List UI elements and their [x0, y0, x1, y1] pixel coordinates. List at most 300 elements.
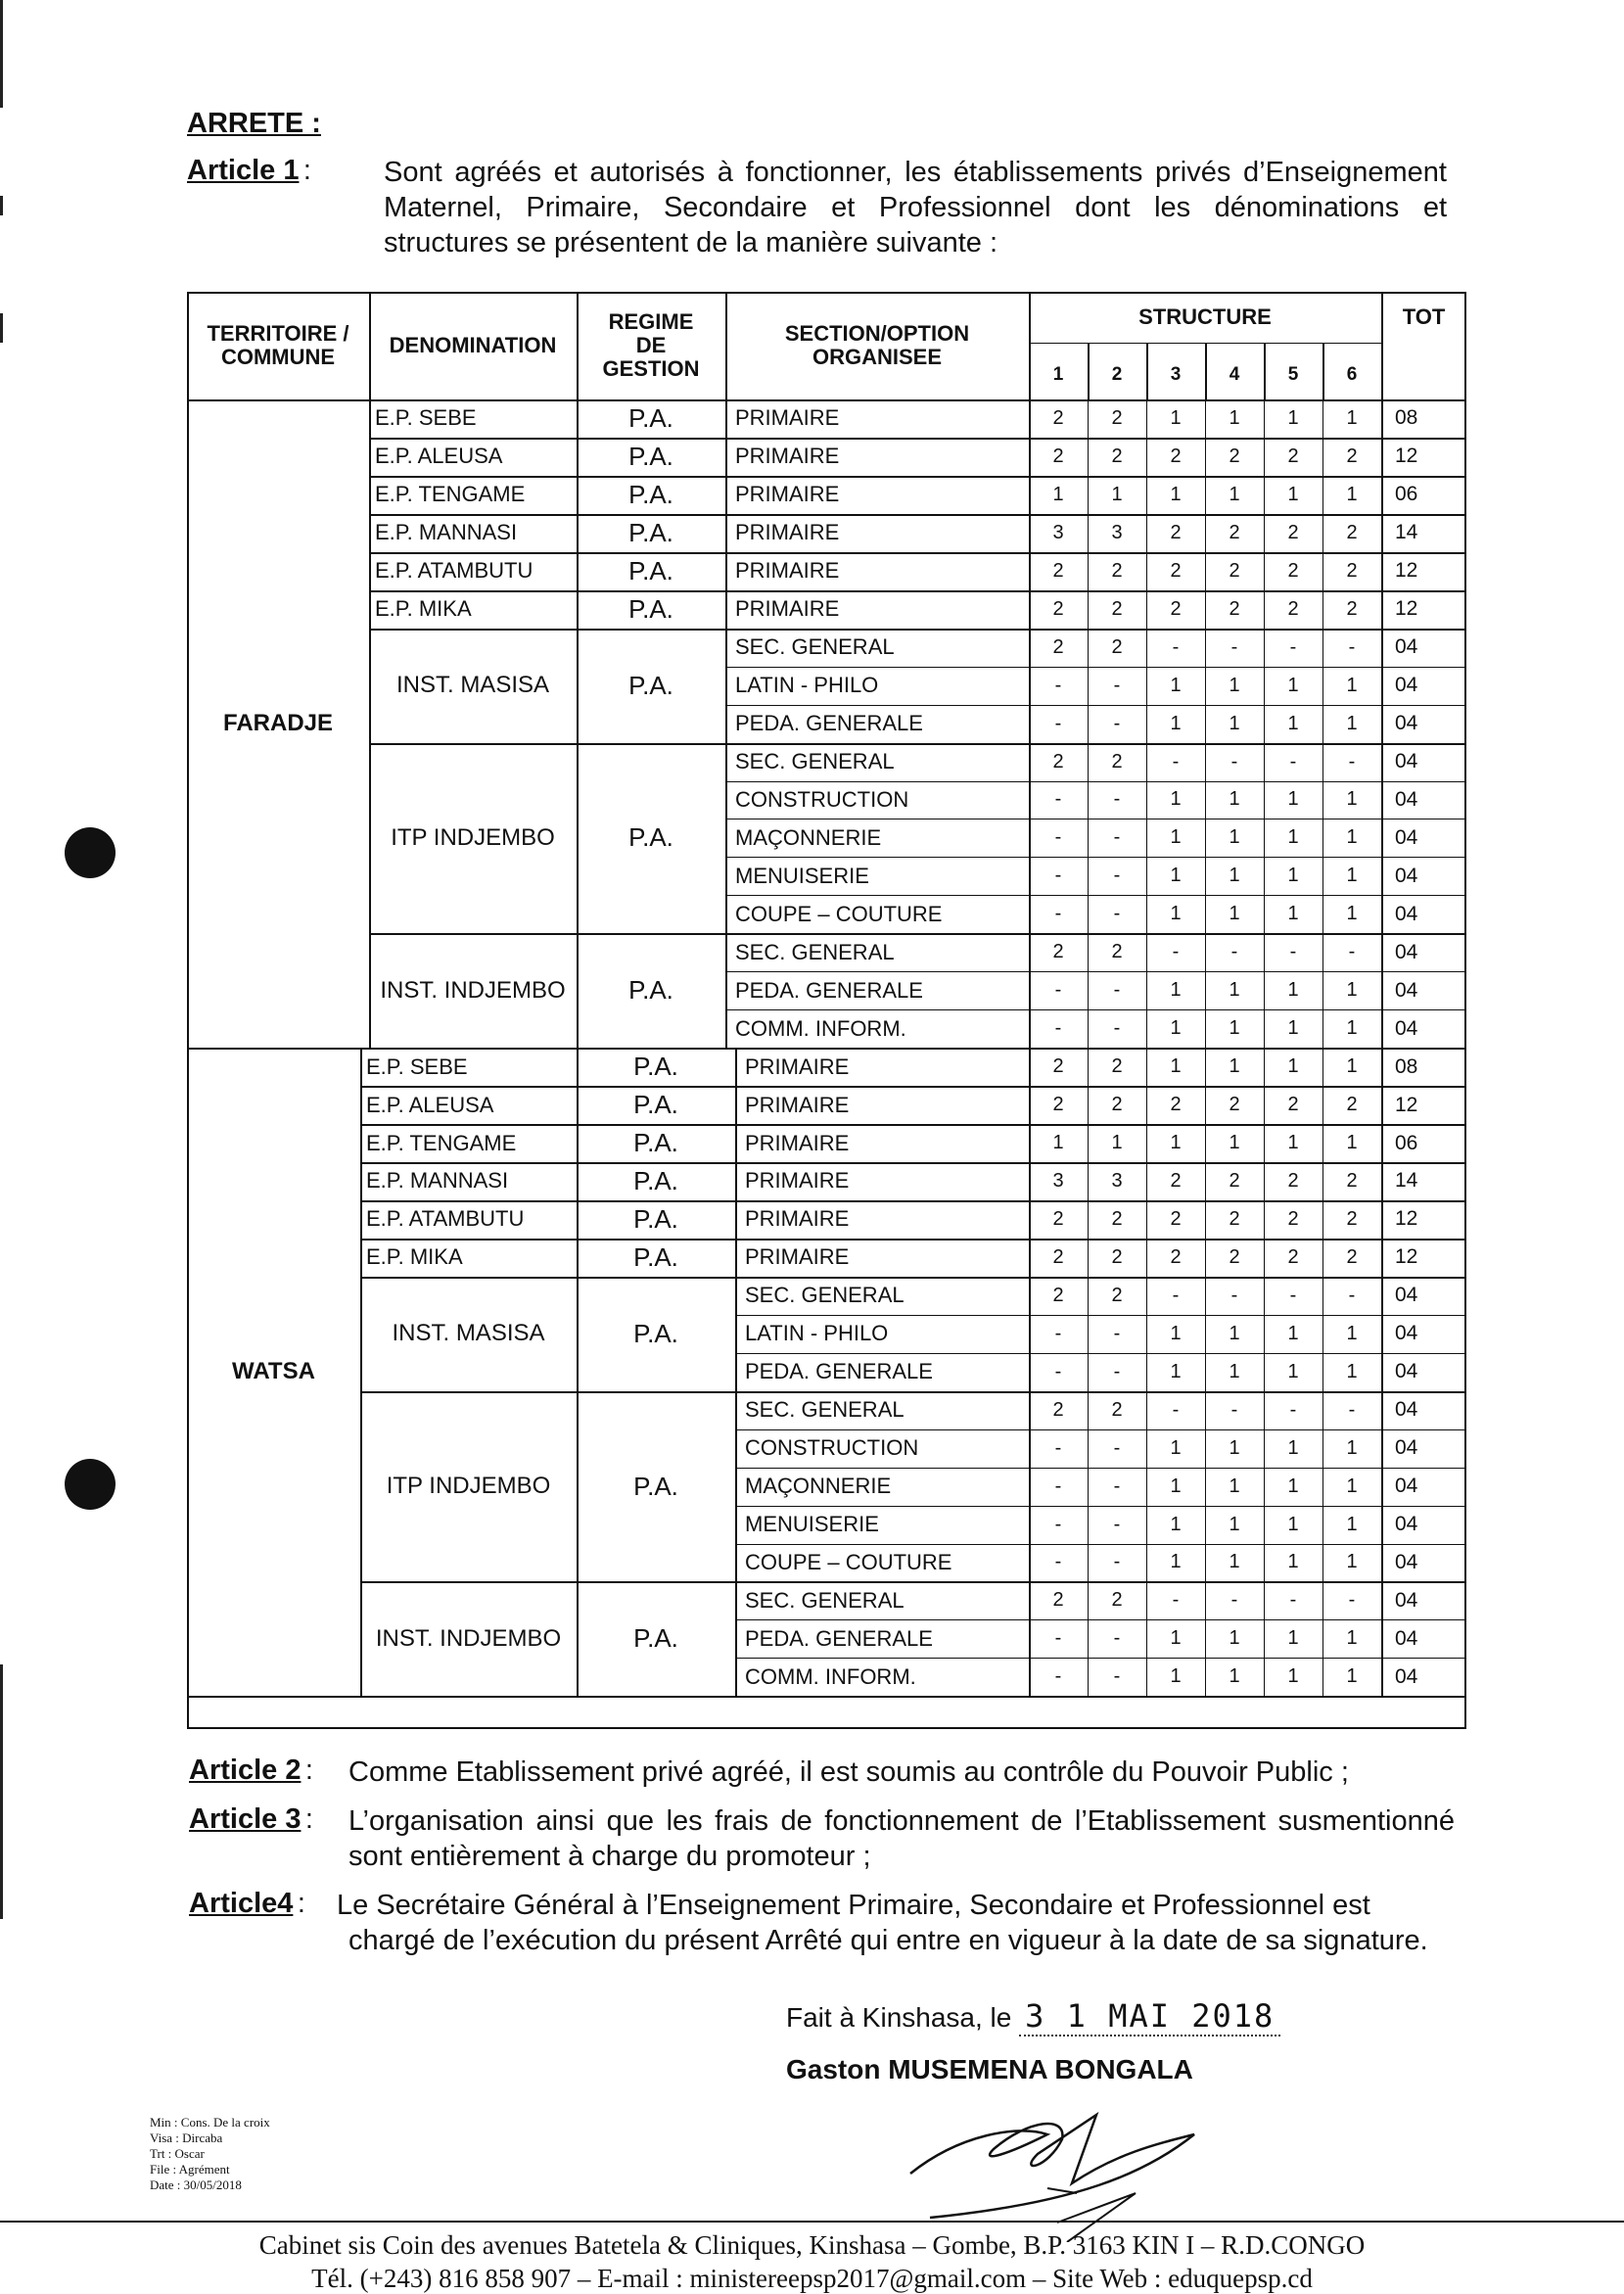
structure-value: -	[1230, 1398, 1238, 1421]
section-cell: COUPE – COUTURE	[745, 1549, 952, 1574]
school-name: E.P. MIKA	[366, 1244, 463, 1270]
structure-value: 2	[1287, 1207, 1299, 1230]
structure-value: 2	[1111, 1245, 1123, 1268]
structure-value: 2	[1346, 1094, 1358, 1116]
structure-value: -	[1113, 1627, 1121, 1650]
structure-value: -	[1230, 1284, 1238, 1306]
table-rule	[1029, 399, 1031, 1048]
table-rule	[735, 1658, 1466, 1659]
structure-value: 1	[1170, 1475, 1182, 1497]
article-colon: :	[304, 1803, 313, 1835]
header-year: 4	[1229, 364, 1240, 385]
school-name: ITP INDJEMBO	[391, 823, 555, 851]
structure-value: -	[1230, 1589, 1238, 1612]
table-rule	[725, 781, 1466, 782]
structure-value: -	[1113, 979, 1121, 1002]
structure-value: -	[1113, 1322, 1121, 1344]
section-cell: MENUISERIE	[745, 1512, 879, 1537]
structure-value: 2	[1052, 635, 1064, 658]
structure-value: 1	[1229, 406, 1240, 429]
regime-cell: P.A.	[628, 975, 673, 1006]
structure-value: 2	[1346, 521, 1358, 543]
structure-value: 2	[1346, 1169, 1358, 1192]
structure-value: 1	[1229, 1360, 1240, 1382]
territory-name: WATSA	[232, 1358, 315, 1385]
structure-value: 2	[1052, 559, 1064, 582]
table-rule	[577, 1048, 579, 1696]
structure-value: 1	[1346, 903, 1358, 925]
structure-value: 1	[1346, 1551, 1358, 1573]
table-rule	[1088, 399, 1089, 1048]
school-name: INST. MASISA	[395, 672, 550, 699]
total-value: 12	[1395, 559, 1418, 583]
section-cell: PRIMAIRE	[745, 1053, 850, 1079]
structure-value: 2	[1229, 597, 1240, 620]
structure-value: 2	[1052, 750, 1064, 772]
structure-value: -	[1054, 1017, 1062, 1040]
structure-value: 1	[1229, 1513, 1240, 1535]
structure-value: 2	[1111, 1284, 1123, 1306]
total-value: 14	[1395, 1169, 1418, 1193]
section-cell: SEC. GENERAL	[745, 1587, 905, 1613]
school-name: E.P. TENGAME	[375, 482, 526, 507]
structure-value: 1	[1229, 1475, 1240, 1497]
structure-value: 2	[1346, 597, 1358, 620]
section-cell: PEDA. GENERALE	[735, 977, 923, 1003]
total-value: 08	[1395, 406, 1418, 430]
place-label: Fait à Kinshasa, le	[786, 2002, 1012, 2033]
structure-value: -	[1054, 674, 1062, 696]
structure-value: -	[1054, 826, 1062, 849]
structure-value: -	[1113, 788, 1121, 811]
regime-cell: P.A.	[628, 593, 673, 624]
structure-value: 2	[1052, 1284, 1064, 1306]
structure-value: 1	[1287, 865, 1299, 887]
school-name: E.P. ATAMBUTU	[366, 1206, 525, 1232]
structure-value: 2	[1052, 1398, 1064, 1421]
structure-value: -	[1348, 941, 1356, 963]
school-name: E.P. SEBE	[366, 1053, 468, 1079]
table-rule	[1029, 343, 1381, 344]
structure-value: -	[1054, 712, 1062, 734]
structure-value: 2	[1111, 1207, 1123, 1230]
structure-value: 2	[1170, 1207, 1182, 1230]
structure-value: 2	[1287, 1169, 1299, 1192]
structure-value: -	[1054, 788, 1062, 811]
structure-value: 1	[1346, 674, 1358, 696]
structure-value: 2	[1111, 635, 1123, 658]
structure-value: 2	[1111, 750, 1123, 772]
structure-value: 2	[1170, 1245, 1182, 1268]
section-cell: PEDA. GENERALE	[745, 1359, 933, 1384]
structure-value: 2	[1346, 559, 1358, 582]
structure-value: 1	[1346, 1627, 1358, 1650]
structure-value: -	[1113, 1436, 1121, 1459]
structure-value: 2	[1170, 445, 1182, 467]
structure-value: 3	[1052, 1169, 1064, 1192]
school-name: E.P. SEBE	[375, 405, 477, 431]
table-rule	[1146, 1048, 1147, 1696]
article-2-text: Comme Etablissement privé agréé, il est soumis au contrôle du Pouvoir Public ;	[348, 1756, 1349, 1788]
regime-cell: P.A.	[633, 1471, 678, 1501]
structure-value: 1	[1052, 1132, 1064, 1154]
table-rule	[1264, 399, 1265, 1048]
table-rule	[735, 1315, 1466, 1316]
section-cell: MAÇONNERIE	[745, 1474, 892, 1499]
structure-value: 1	[1346, 1475, 1358, 1497]
table-rule	[1264, 1048, 1265, 1696]
structure-value: 1	[1229, 1322, 1240, 1344]
structure-value: 1	[1287, 1360, 1299, 1382]
structure-value: -	[1054, 903, 1062, 925]
header-regime: REGIME DE GESTION	[602, 309, 700, 381]
school-name: INST. INDJEMBO	[375, 1624, 562, 1652]
structure-value: 1	[1229, 979, 1240, 1002]
section-cell: SEC. GENERAL	[735, 939, 895, 964]
structure-value: -	[1113, 903, 1121, 925]
structure-value: 2	[1287, 521, 1299, 543]
structure-value: 2	[1287, 445, 1299, 467]
structure-value: 1	[1170, 865, 1182, 887]
regime-cell: P.A.	[628, 670, 673, 700]
structure-value: -	[1113, 1513, 1121, 1535]
total-value: 04	[1395, 1284, 1418, 1307]
structure-value: 2	[1229, 1207, 1240, 1230]
header-year: 2	[1111, 364, 1123, 385]
total-value: 08	[1395, 1054, 1418, 1078]
table-rule	[735, 1619, 1466, 1620]
section-cell: MAÇONNERIE	[735, 824, 882, 850]
total-value: 04	[1395, 902, 1418, 925]
total-value: 04	[1395, 674, 1418, 697]
regime-cell: P.A.	[633, 1165, 678, 1195]
structure-value: 1	[1170, 1665, 1182, 1688]
total-value: 04	[1395, 1436, 1418, 1460]
structure-value: 1	[1229, 1551, 1240, 1573]
article-2-label	[189, 1755, 313, 1787]
structure-value: 1	[1287, 979, 1299, 1002]
structure-value: 2	[1111, 941, 1123, 963]
structure-value: 3	[1111, 521, 1123, 543]
structure-value: 2	[1052, 1055, 1064, 1078]
structure-value: 2	[1052, 1245, 1064, 1268]
structure-value: -	[1348, 1589, 1356, 1612]
article-label: Article4	[189, 1888, 294, 1919]
structure-value: 1	[1287, 1436, 1299, 1459]
structure-value: 1	[1229, 788, 1240, 811]
structure-value: 2	[1052, 597, 1064, 620]
table-rule	[369, 399, 371, 1048]
school-name: E.P. MANNASI	[375, 520, 518, 545]
structure-value: -	[1054, 1436, 1062, 1459]
table-rule	[187, 1696, 1466, 1698]
structure-value: 1	[1229, 483, 1240, 505]
note-line: Trt : Oscar	[150, 2146, 205, 2161]
structure-value: 1	[1229, 1017, 1240, 1040]
structure-value: -	[1172, 1398, 1180, 1421]
section-cell: PRIMAIRE	[735, 596, 840, 622]
section-cell: PRIMAIRE	[745, 1168, 850, 1194]
header-section: SECTION/OPTION ORGANISEE	[784, 321, 970, 369]
structure-value: 1	[1346, 1513, 1358, 1535]
structure-value: 1	[1229, 1132, 1240, 1154]
structure-value: 1	[1229, 1627, 1240, 1650]
school-name: INST. MASISA	[392, 1320, 545, 1347]
structure-value: -	[1230, 750, 1238, 772]
regime-cell: P.A.	[633, 1090, 678, 1120]
structure-value: -	[1289, 635, 1297, 658]
footer-address: Cabinet sis Coin des avenues Batetela & Cliniques, Kinshasa – Gombe, B.P. 3163 KIN I – R.D.CONGO	[258, 2230, 1366, 2260]
margin-mark	[0, 0, 3, 108]
structure-value: 1	[1287, 1132, 1299, 1154]
table-rule	[1322, 399, 1323, 1048]
total-value: 04	[1395, 1475, 1418, 1498]
table-rule	[187, 1727, 1466, 1729]
section-cell: PRIMAIRE	[735, 405, 840, 431]
header-denomination: DENOMINATION	[389, 333, 557, 357]
article-colon: :	[302, 155, 311, 186]
structure-value: 2	[1346, 445, 1358, 467]
structure-value: 2	[1287, 597, 1299, 620]
structure-value: -	[1289, 941, 1297, 963]
margin-mark	[0, 1664, 3, 1919]
structure-value: 1	[1287, 712, 1299, 734]
structure-value: 1	[1346, 788, 1358, 811]
structure-value: -	[1348, 1284, 1356, 1306]
structure-value: 1	[1111, 483, 1123, 505]
structure-value: -	[1054, 979, 1062, 1002]
structure-value: -	[1172, 635, 1180, 658]
total-value: 04	[1395, 787, 1418, 811]
structure-value: -	[1113, 1551, 1121, 1573]
regime-cell: P.A.	[633, 1318, 678, 1348]
total-value: 12	[1395, 597, 1418, 621]
structure-value: -	[1348, 1398, 1356, 1421]
date-stamp: 3 1 MAI 2018	[1019, 1997, 1280, 2037]
structure-value: 2	[1346, 1245, 1358, 1268]
structure-value: -	[1113, 1017, 1121, 1040]
structure-table	[187, 292, 1466, 1729]
table-rule	[725, 399, 727, 1048]
total-value: 04	[1395, 635, 1418, 659]
punch-hole	[65, 827, 116, 878]
structure-value: 1	[1346, 865, 1358, 887]
structure-value: 2	[1287, 559, 1299, 582]
total-value: 04	[1395, 1664, 1418, 1688]
structure-value: 1	[1170, 712, 1182, 734]
structure-value: 1	[1111, 1132, 1123, 1154]
structure-value: 1	[1170, 483, 1182, 505]
school-name: ITP INDJEMBO	[386, 1473, 551, 1500]
section-cell: PRIMAIRE	[735, 444, 840, 469]
decree-heading: ARRETE :	[187, 108, 321, 139]
note-line: Visa : Dircaba	[150, 2130, 223, 2145]
header-territoire: TERRITOIRE / COMMUNE	[207, 321, 349, 369]
table-rule	[725, 1009, 1466, 1010]
table-rule	[1381, 399, 1383, 1048]
structure-value: 1	[1287, 483, 1299, 505]
structure-value: 1	[1170, 406, 1182, 429]
structure-value: 2	[1170, 559, 1182, 582]
structure-value: -	[1172, 1284, 1180, 1306]
structure-value: 1	[1287, 1513, 1299, 1535]
structure-value: 1	[1287, 406, 1299, 429]
structure-value: 2	[1229, 1094, 1240, 1116]
table-rule	[1322, 1048, 1323, 1696]
regime-cell: P.A.	[628, 479, 673, 509]
structure-value: -	[1113, 865, 1121, 887]
structure-value: 1	[1052, 483, 1064, 505]
regime-cell: P.A.	[633, 1241, 678, 1272]
section-cell: LATIN - PHILO	[735, 673, 879, 698]
structure-value: -	[1054, 865, 1062, 887]
structure-value: 1	[1346, 1322, 1358, 1344]
punch-hole	[65, 1459, 116, 1510]
section-cell: COMM. INFORM.	[735, 1015, 906, 1041]
table-rule	[1205, 399, 1206, 1048]
structure-value: 1	[1287, 1322, 1299, 1344]
structure-value: -	[1172, 941, 1180, 963]
section-cell: PRIMAIRE	[745, 1244, 850, 1270]
structure-value: 1	[1170, 903, 1182, 925]
place-date	[786, 1997, 1280, 2035]
section-cell: SEC. GENERAL	[745, 1397, 905, 1423]
total-value: 04	[1395, 978, 1418, 1002]
structure-value: 2	[1052, 941, 1064, 963]
structure-value: 2	[1052, 406, 1064, 429]
structure-value: -	[1054, 1322, 1062, 1344]
structure-value: -	[1289, 1398, 1297, 1421]
structure-value: 1	[1287, 1551, 1299, 1573]
structure-value: -	[1348, 750, 1356, 772]
structure-value: 1	[1229, 865, 1240, 887]
structure-value: -	[1230, 635, 1238, 658]
structure-value: 1	[1170, 674, 1182, 696]
structure-value: 2	[1111, 559, 1123, 582]
section-cell: PEDA. GENERALE	[745, 1625, 933, 1651]
table-rule	[360, 1048, 362, 1696]
header-year: 5	[1287, 364, 1299, 385]
structure-value: -	[1289, 1589, 1297, 1612]
structure-value: 1	[1287, 788, 1299, 811]
table-rule	[1205, 1048, 1206, 1696]
structure-value: 3	[1111, 1169, 1123, 1192]
structure-value: 2	[1229, 521, 1240, 543]
article-label: Article 1	[187, 155, 300, 186]
section-cell: PRIMAIRE	[745, 1130, 850, 1155]
footer-rule	[0, 2221, 1624, 2223]
structure-value: -	[1054, 1475, 1062, 1497]
regime-cell: P.A.	[633, 1052, 678, 1082]
total-value: 04	[1395, 1626, 1418, 1650]
regime-cell: P.A.	[633, 1623, 678, 1654]
structure-value: 1	[1346, 406, 1358, 429]
structure-value: 1	[1346, 483, 1358, 505]
structure-value: 1	[1287, 903, 1299, 925]
total-value: 04	[1395, 1513, 1418, 1536]
article-3-text: L’organisation ainsi que les frais de fonctionnement de l’Etablissement susmentionné sont entièrement à charge du promoteur ;	[348, 1805, 1455, 1872]
structure-value: 2	[1346, 1207, 1358, 1230]
file-notes	[150, 2115, 270, 2193]
structure-value: -	[1348, 635, 1356, 658]
structure-value: 1	[1170, 1551, 1182, 1573]
structure-value: 1	[1170, 1017, 1182, 1040]
structure-value: 2	[1287, 1245, 1299, 1268]
total-value: 06	[1395, 483, 1418, 506]
structure-value: -	[1113, 712, 1121, 734]
article-1-label	[187, 155, 311, 187]
structure-value: 1	[1170, 1436, 1182, 1459]
total-value: 04	[1395, 1360, 1418, 1383]
table-rule	[725, 667, 1466, 668]
structure-value: 1	[1170, 979, 1182, 1002]
structure-value: 2	[1111, 1589, 1123, 1612]
article-4-text-first: Le Secrétaire Général à l’Enseignement Primaire, Secondaire et Professionnel est	[337, 1890, 1370, 1921]
article-3-label	[189, 1803, 313, 1836]
structure-value: -	[1289, 1284, 1297, 1306]
structure-value: -	[1054, 1360, 1062, 1382]
table-rule	[725, 857, 1466, 858]
structure-value: 2	[1052, 1094, 1064, 1116]
structure-value: -	[1054, 1627, 1062, 1650]
structure-value: -	[1113, 1665, 1121, 1688]
structure-value: 1	[1229, 1665, 1240, 1688]
school-name: E.P. ALEUSA	[375, 444, 503, 469]
structure-value: 2	[1111, 1055, 1123, 1078]
section-cell: PRIMAIRE	[745, 1092, 850, 1117]
section-cell: MENUISERIE	[735, 863, 869, 888]
total-value: 04	[1395, 940, 1418, 963]
total-value: 04	[1395, 750, 1418, 773]
structure-value: 1	[1170, 1055, 1182, 1078]
structure-value: 2	[1170, 597, 1182, 620]
section-cell: PRIMAIRE	[745, 1206, 850, 1232]
table-rule	[735, 1048, 737, 1696]
structure-value: 2	[1229, 1169, 1240, 1192]
section-cell: PRIMAIRE	[735, 482, 840, 507]
structure-value: -	[1230, 941, 1238, 963]
structure-value: 1	[1287, 1055, 1299, 1078]
total-value: 06	[1395, 1131, 1418, 1154]
header-year: 6	[1346, 364, 1358, 385]
structure-value: 2	[1111, 597, 1123, 620]
total-value: 04	[1395, 712, 1418, 735]
total-value: 12	[1395, 1093, 1418, 1116]
regime-cell: P.A.	[628, 517, 673, 547]
structure-value: 2	[1052, 1207, 1064, 1230]
table-rule	[1381, 1048, 1383, 1696]
school-name: E.P. ATAMBUTU	[375, 558, 534, 584]
table-rule	[725, 705, 1466, 706]
regime-cell: P.A.	[628, 822, 673, 853]
section-cell: PRIMAIRE	[735, 558, 840, 584]
section-cell: SEC. GENERAL	[735, 634, 895, 660]
total-value: 04	[1395, 1322, 1418, 1345]
structure-value: 1	[1287, 1665, 1299, 1688]
total-value: 04	[1395, 1398, 1418, 1422]
header-structure: STRUCTURE	[1138, 304, 1272, 329]
table-rule	[735, 1353, 1466, 1354]
article-colon: :	[297, 1888, 305, 1919]
total-value: 04	[1395, 864, 1418, 887]
structure-value: 1	[1346, 1436, 1358, 1459]
margin-mark	[0, 313, 3, 343]
section-cell: LATIN - PHILO	[745, 1321, 889, 1346]
regime-cell: P.A.	[633, 1203, 678, 1234]
structure-value: 2	[1111, 406, 1123, 429]
structure-value: -	[1113, 826, 1121, 849]
school-name: E.P. ALEUSA	[366, 1092, 494, 1117]
